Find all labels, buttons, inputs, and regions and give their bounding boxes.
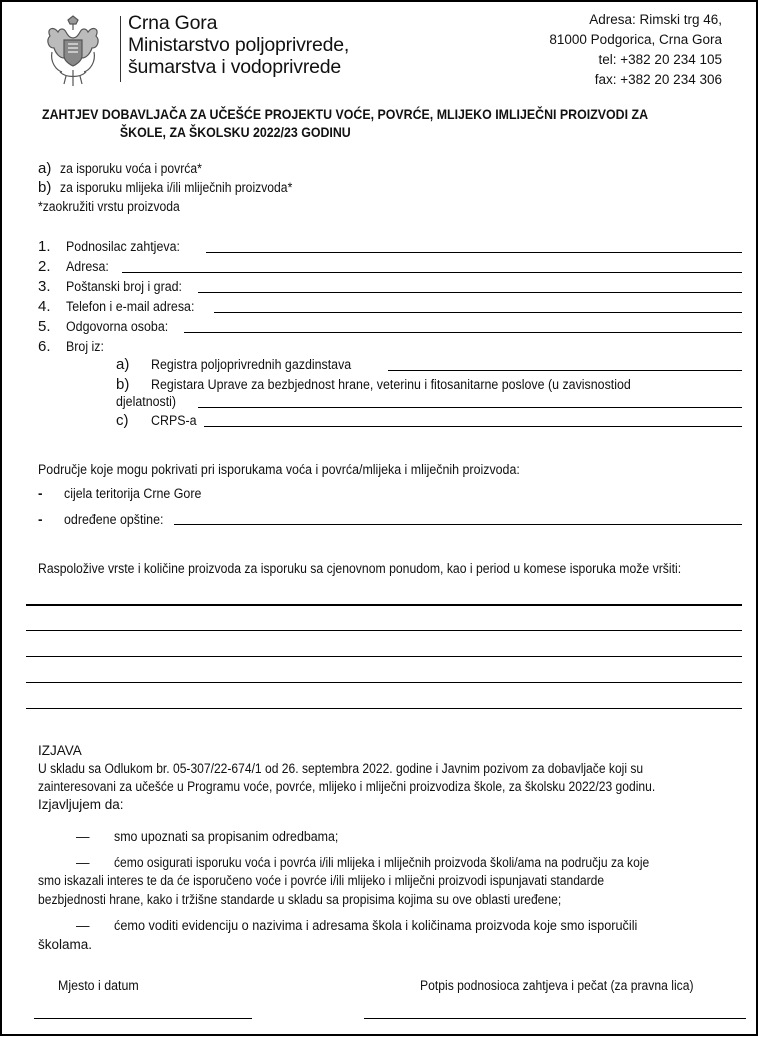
- field-number: 4.: [38, 298, 51, 315]
- coat-of-arms-icon: [42, 14, 104, 88]
- header-divider: [120, 16, 121, 82]
- registry-c-input[interactable]: [204, 426, 742, 427]
- declaration-item-1-text: smo upoznati sa propisanim odredbama;: [114, 829, 339, 844]
- products-input-line-1[interactable]: [26, 604, 742, 606]
- postal-city-input[interactable]: [198, 292, 742, 293]
- coverage-option-whole[interactable]: [38, 485, 202, 502]
- field-label: Adresa:: [66, 259, 109, 274]
- field-postal-row: [38, 278, 182, 295]
- declaration-heading: IZJAVA: [38, 743, 82, 758]
- product-type-b[interactable]: [38, 179, 293, 196]
- responsible-person-input[interactable]: [184, 332, 742, 333]
- products-input-line-2[interactable]: [26, 630, 742, 631]
- signature-label: Potpis podnosioca zahtjeva i pečat (za pravna lica): [420, 978, 694, 993]
- ministry-line-2: šumarstva i vodoprivrede: [128, 56, 342, 78]
- option-b-label: b): [38, 179, 52, 196]
- field-number: 1.: [38, 238, 51, 255]
- field-number: 3.: [38, 278, 51, 295]
- registry-c-label: c): [116, 412, 129, 429]
- registry-a-text: Registra poljoprivrednih gazdinstava: [151, 357, 352, 372]
- dash: —: [76, 855, 90, 870]
- fax: fax: +382 20 234 306: [594, 72, 722, 87]
- dash: —: [76, 918, 90, 933]
- coverage-option-whole-text: cijela teritorija Crne Gore: [64, 486, 202, 501]
- phone-email-input[interactable]: [214, 312, 742, 313]
- products-input-line-4[interactable]: [26, 682, 742, 683]
- registry-c-row: [116, 412, 197, 429]
- declaration-item-2-line-1: ćemo osigurati isporuku voća i povrća i/ili mlijeka i mliječnih proizvoda školi/ama na području za koje: [114, 855, 650, 870]
- address-input[interactable]: [122, 272, 742, 273]
- declaration-statement: Izjavljujem da:: [38, 797, 124, 812]
- signature-input[interactable]: [364, 1018, 746, 1019]
- registry-a-row: [116, 356, 352, 373]
- bullet: -: [38, 512, 43, 527]
- field-address-row: [38, 258, 109, 275]
- declaration-intro-1: U skladu sa Odlukom br. 05-307/22-674/1 od 26. septembra 2022. godine i Javnim pozivom za dobavljače koji su: [38, 761, 644, 776]
- field-label: Telefon i e-mail adresa:: [66, 299, 195, 314]
- declaration-item-2: [76, 854, 650, 872]
- contact-block: [549, 10, 722, 90]
- form-title: [42, 105, 732, 141]
- registry-b-input[interactable]: [198, 407, 742, 408]
- declaration-item-2-line-3: bezbjednosti hrane, kako i tržišne standarde u skladu sa propisima kojima su ove oblasti uređene;: [38, 892, 562, 907]
- dash: —: [76, 829, 90, 844]
- field-applicant-row: [38, 238, 180, 255]
- declaration: [38, 742, 728, 952]
- declaration-item-2-line-2: smo iskazali interes te da će isporučeno voće i povrće i/ili mlijeko i mliječni proizvodi ispunjavati standarde: [38, 873, 605, 888]
- place-date-label: Mjesto i datum: [58, 978, 139, 993]
- field-contact-row: [38, 298, 195, 315]
- product-type-note: *zaokružiti vrstu proizvoda: [38, 199, 180, 214]
- form-title-line-2: ŠKOLE, ZA ŠKOLSKU 2022/23 GODINU: [119, 124, 351, 140]
- coverage-option-municipalities-text: određene opštine:: [64, 512, 164, 527]
- declaration-item-3-line-2: školama.: [38, 937, 93, 952]
- bullet: -: [38, 486, 43, 501]
- field-number: 5.: [38, 318, 51, 335]
- declaration-item-1: [76, 828, 339, 846]
- products-prompt: Raspoložive vrste i količine proizvoda za isporuku sa cjenovnom ponudom, kao i period u komese isporuka može vršiti:: [38, 561, 682, 576]
- field-label: Odgovorna osoba:: [66, 319, 169, 334]
- field-number: 6.: [38, 338, 51, 355]
- registry-b-text-1: Registara Uprave za bezbjednost hrane, veterinu i fitosanitarne poslove (u zavisnostiod: [151, 377, 631, 392]
- field-number-from-row: [38, 338, 104, 355]
- applicant-name-input[interactable]: [206, 252, 742, 253]
- products-input-line-5[interactable]: [26, 708, 742, 709]
- option-a-text: za isporuku voća i povrća*: [60, 161, 202, 176]
- registry-a-input[interactable]: [388, 370, 742, 371]
- field-label: Broj iz:: [66, 339, 104, 354]
- option-a-label: a): [38, 160, 52, 177]
- coverage-question: Područje koje mogu pokrivati pri isporukama voća i povrća/mlijeka i mliječnih proizvoda:: [38, 462, 520, 477]
- place-date-input[interactable]: [34, 1018, 252, 1019]
- field-responsible-row: [38, 318, 169, 335]
- registry-a-label: a): [116, 356, 130, 373]
- ministry-name: [128, 12, 349, 78]
- field-label: Podnosilac zahtjeva:: [66, 239, 180, 254]
- form-title-line-1: ZAHTJEV DOBAVLJAČA ZA UČEŠĆE PROJEKTU VOĆE, POVRĆE, MLIJEKO IMLIJEČNI PROIZVODI ZA: [42, 106, 649, 122]
- declaration-item-3-line-1: ćemo voditi evidenciju o nazivima i adresama škola i količinama proizvoda koje smo isporučili: [114, 918, 638, 933]
- registry-b-row: [116, 376, 631, 393]
- declaration-intro-2: zainteresovani za učešće u Programu voće, povrće, mlijeko i mliječni proizvodiza škole, za školsku 2022/23 godinu.: [38, 779, 656, 794]
- registry-b-label: b): [116, 376, 130, 393]
- field-label: Poštanski broj i grad:: [66, 279, 182, 294]
- country-name: Crna Gora: [128, 12, 218, 34]
- option-b-text: za isporuku mlijeka i/ili mliječnih proizvoda*: [60, 180, 293, 195]
- product-type-a[interactable]: [38, 160, 202, 177]
- municipalities-input[interactable]: [174, 524, 742, 525]
- address-line-1: Adresa: Rimski trg 46,: [589, 12, 722, 27]
- phone: tel: +382 20 234 105: [598, 52, 722, 67]
- registry-c-text: CRPS-a: [151, 413, 197, 428]
- ministry-line-1: Ministarstvo poljoprivrede,: [128, 34, 350, 56]
- registry-b-text-2: djelatnosti): [116, 394, 177, 409]
- products-input-line-3[interactable]: [26, 656, 742, 657]
- address-line-2: 81000 Podgorica, Crna Gora: [549, 32, 722, 47]
- field-number: 2.: [38, 258, 51, 275]
- coverage-option-municipalities[interactable]: [38, 511, 164, 528]
- declaration-item-3: [76, 917, 638, 935]
